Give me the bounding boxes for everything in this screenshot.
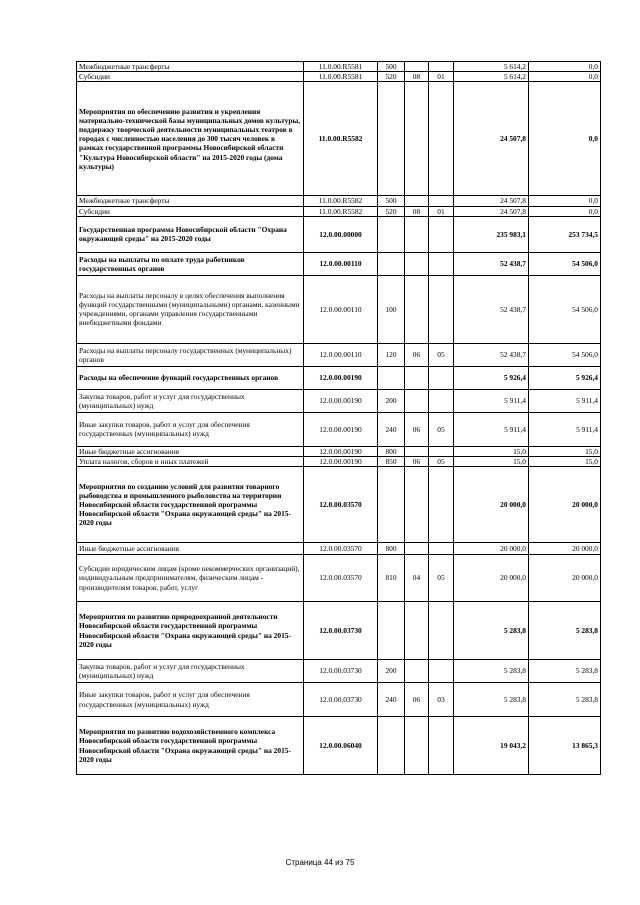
subsection-cell: 05 [429,343,454,366]
subsection-cell [429,366,454,389]
subsection-cell [429,602,454,660]
target-article-cell: 12.0.00.03570 [304,555,378,602]
table-row [77,446,601,456]
subsection-cell [429,467,454,543]
expense-type-cell: 800 [378,543,405,555]
section-cell: 04 [405,555,429,602]
target-article-cell: 12.0.00.00190 [304,412,378,446]
amount-2020-cell: 253 734,5 [529,216,601,252]
expense-type-cell [378,366,405,389]
table-row [77,366,601,389]
amount-2019-cell: 5 911,4 [454,412,529,446]
subsection-cell [429,446,454,456]
amount-2020-cell: 20 000,0 [529,555,601,602]
target-article-cell: 12.0.00.03730 [304,602,378,660]
amount-2019-cell: 5 283,8 [454,683,529,717]
expense-type-cell [378,467,405,543]
subsection-cell [429,389,454,412]
expense-name-cell: Закупка товаров, работ и услуг для государственных (муниципальных) нужд [77,660,304,683]
table-row [77,602,601,660]
table-row [77,62,601,72]
expense-name-cell: Закупка товаров, работ и услуг для государственных (муниципальных) нужд [77,389,304,412]
expense-type-cell [378,602,405,660]
expense-type-cell: 240 [378,683,405,717]
target-article-cell: 12.0.00.00190 [304,446,378,456]
expense-type-cell: 520 [378,206,405,216]
subsection-cell [429,660,454,683]
section-cell: 06 [405,343,429,366]
table-row [77,717,601,775]
table-row [77,72,601,82]
amount-2019-cell: 5 283,8 [454,602,529,660]
expense-type-cell: 240 [378,412,405,446]
amount-2020-cell: 5 283,8 [529,660,601,683]
target-article-cell: 12.0.00.03570 [304,467,378,543]
section-cell [405,366,429,389]
target-article-cell: 12.0.00.06040 [304,717,378,775]
section-cell [405,602,429,660]
amount-2019-cell: 5 283,8 [454,660,529,683]
expense-name-cell: Межбюджетные трансферты [77,62,304,72]
amount-2019-cell: 5 926,4 [454,366,529,389]
expense-name-cell: Межбюджетные трансферты [77,196,304,206]
target-article-cell: 12.0.00.00000 [304,216,378,252]
amount-2019-cell: 52 438,7 [454,252,529,275]
section-cell [405,196,429,206]
expense-name-cell: Субсидии [77,72,304,82]
amount-2020-cell: 5 283,8 [529,683,601,717]
expense-type-cell: 850 [378,456,405,466]
amount-2019-cell: 20 000,0 [454,543,529,555]
target-article-cell: 11.0.00.R5581 [304,72,378,82]
target-article-cell: 12.0.00.03730 [304,683,378,717]
amount-2019-cell: 5 614,2 [454,62,529,72]
subsection-cell: 05 [429,412,454,446]
table-row [77,467,601,543]
subsection-cell: 05 [429,456,454,466]
subsection-cell: 03 [429,683,454,717]
target-article-cell: 12.0.00.00110 [304,252,378,275]
expense-name-cell: Иные бюджетные ассигнования [77,446,304,456]
amount-2020-cell: 0,0 [529,196,601,206]
budget-table-body [77,62,601,775]
expense-name-cell: Расходы на выплаты персоналу в целях обеспечения выполнения функций государственными (муниципальными) органами, казенными учреждениями, органами управления государственными внебюджетными фондами [77,275,304,343]
expense-name-cell: Субсидии юридическим лицам (кроме некоммерческих организаций), индивидуальным предпринимателям, физическим лицам - производителям товаров, работ, услуг [77,555,304,602]
amount-2019-cell: 5 614,2 [454,72,529,82]
expense-type-cell: 800 [378,446,405,456]
table-row [77,275,601,343]
budget-table [76,61,601,775]
expense-type-cell: 120 [378,343,405,366]
subsection-cell [429,196,454,206]
table-row [77,196,601,206]
target-article-cell: 12.0.00.00190 [304,456,378,466]
target-article-cell: 12.0.00.03730 [304,660,378,683]
section-cell [405,252,429,275]
amount-2020-cell: 5 911,4 [529,412,601,446]
amount-2020-cell: 5 926,4 [529,366,601,389]
table-row [77,343,601,366]
amount-2019-cell: 52 438,7 [454,343,529,366]
expense-type-cell: 200 [378,389,405,412]
table-row [77,456,601,466]
section-cell: 06 [405,683,429,717]
target-article-cell: 11.0.00.R5581 [304,62,378,72]
subsection-cell [429,216,454,252]
page-number: Страница 44 из 75 [285,858,355,867]
target-article-cell: 11.0.00.R5582 [304,82,378,196]
section-cell: 08 [405,206,429,216]
amount-2019-cell: 24 507,8 [454,206,529,216]
subsection-cell [429,543,454,555]
target-article-cell: 12.0.00.00190 [304,389,378,412]
section-cell [405,82,429,196]
table-row [77,252,601,275]
table-row [77,543,601,555]
expense-type-cell [378,717,405,775]
amount-2020-cell: 15,0 [529,456,601,466]
subsection-cell [429,717,454,775]
expense-type-cell [378,252,405,275]
amount-2019-cell: 5 911,4 [454,389,529,412]
table-row [77,555,601,602]
amount-2020-cell: 15,0 [529,446,601,456]
section-cell: 06 [405,412,429,446]
subsection-cell [429,275,454,343]
expense-name-cell: Иные бюджетные ассигнования [77,543,304,555]
expense-type-cell: 810 [378,555,405,602]
amount-2020-cell: 0,0 [529,206,601,216]
amount-2020-cell: 5 283,8 [529,602,601,660]
section-cell: 06 [405,456,429,466]
amount-2020-cell: 54 506,0 [529,343,601,366]
amount-2019-cell: 15,0 [454,456,529,466]
target-article-cell: 12.0.00.00110 [304,275,378,343]
table-row [77,412,601,446]
target-article-cell: 12.0.00.00190 [304,366,378,389]
expense-name-cell: Иные закупки товаров, работ и услуг для обеспечения государственных (муниципальных) нужд [77,683,304,717]
expense-type-cell: 500 [378,62,405,72]
table-row [77,660,601,683]
amount-2019-cell: 15,0 [454,446,529,456]
expense-name-cell: Мероприятия по развитию водохозяйственного комплекса Новосибирской области государственной программы Новосибирской области "Охрана окружающей среды" на 2015-2020 годы [77,717,304,775]
section-cell [405,467,429,543]
expense-type-cell [378,216,405,252]
expense-type-cell: 500 [378,196,405,206]
expense-type-cell: 100 [378,275,405,343]
expense-name-cell: Мероприятия по обеспечению развития и укрепления материально-технической базы муниципальных домов культуры, поддержку творческой деятельности муниципальных театров в городах с численностью населения до 300 тысяч человек в рамках государственной программы Новосибирской области "Культура Новосибирской области" на 2015-2020 годы (дома культуры) [77,82,304,196]
section-cell [405,660,429,683]
target-article-cell: 11.0.00.R5582 [304,196,378,206]
amount-2020-cell: 0,0 [529,82,601,196]
expense-name-cell: Иные закупки товаров, работ и услуг для обеспечения государственных (муниципальных) нужд [77,412,304,446]
section-cell [405,389,429,412]
amount-2020-cell: 0,0 [529,62,601,72]
amount-2019-cell: 20 000,0 [454,555,529,602]
table-row [77,82,601,196]
expense-name-cell: Государственная программа Новосибирской области "Охрана окружающей среды" на 2015-2020 годы [77,216,304,252]
amount-2020-cell: 54 506,0 [529,252,601,275]
subsection-cell: 01 [429,206,454,216]
amount-2019-cell: 24 507,8 [454,196,529,206]
table-row [77,216,601,252]
subsection-cell: 01 [429,72,454,82]
expense-type-cell: 520 [378,72,405,82]
expense-type-cell [378,82,405,196]
section-cell: 08 [405,72,429,82]
subsection-cell [429,252,454,275]
amount-2020-cell: 13 865,3 [529,717,601,775]
target-article-cell: 11.0.00.R5582 [304,206,378,216]
section-cell [405,446,429,456]
table-row [77,206,601,216]
section-cell [405,275,429,343]
amount-2019-cell: 52 438,7 [454,275,529,343]
amount-2019-cell: 24 507,8 [454,82,529,196]
expense-name-cell: Расходы на выплаты персоналу государственных (муниципальных) органов [77,343,304,366]
expense-name-cell: Уплата налогов, сборов и иных платежей [77,456,304,466]
expense-name-cell: Расходы на выплаты по оплате труда работников государственных органов [77,252,304,275]
table-row [77,683,601,717]
amount-2020-cell: 0,0 [529,72,601,82]
section-cell [405,543,429,555]
target-article-cell: 12.0.00.00110 [304,343,378,366]
expense-name-cell: Расходы на обеспечение функций государственных органов [77,366,304,389]
amount-2020-cell: 54 506,0 [529,275,601,343]
amount-2019-cell: 20 000,0 [454,467,529,543]
section-cell [405,216,429,252]
section-cell [405,62,429,72]
amount-2020-cell: 5 911,4 [529,389,601,412]
expense-name-cell: Мероприятия по созданию условий для развития товарного рыбоводства и промышленного рыболовства на территории Новосибирской области государственной программы Новосибирской области "Охрана окружающей среды" на 2015-2020 годы [77,467,304,543]
section-cell [405,717,429,775]
subsection-cell: 05 [429,555,454,602]
subsection-cell [429,82,454,196]
expense-type-cell: 200 [378,660,405,683]
amount-2019-cell: 235 983,1 [454,216,529,252]
table-row [77,389,601,412]
amount-2020-cell: 20 000,0 [529,543,601,555]
expense-name-cell: Субсидии [77,206,304,216]
subsection-cell [429,62,454,72]
amount-2019-cell: 19 043,2 [454,717,529,775]
target-article-cell: 12.0.00.03570 [304,543,378,555]
amount-2020-cell: 20 000,0 [529,467,601,543]
expense-name-cell: Мероприятия по развитию природоохранной деятельности Новосибирской области государственной программы Новосибирской области "Охрана окружающей среды" на 2015-2020 годы [77,602,304,660]
